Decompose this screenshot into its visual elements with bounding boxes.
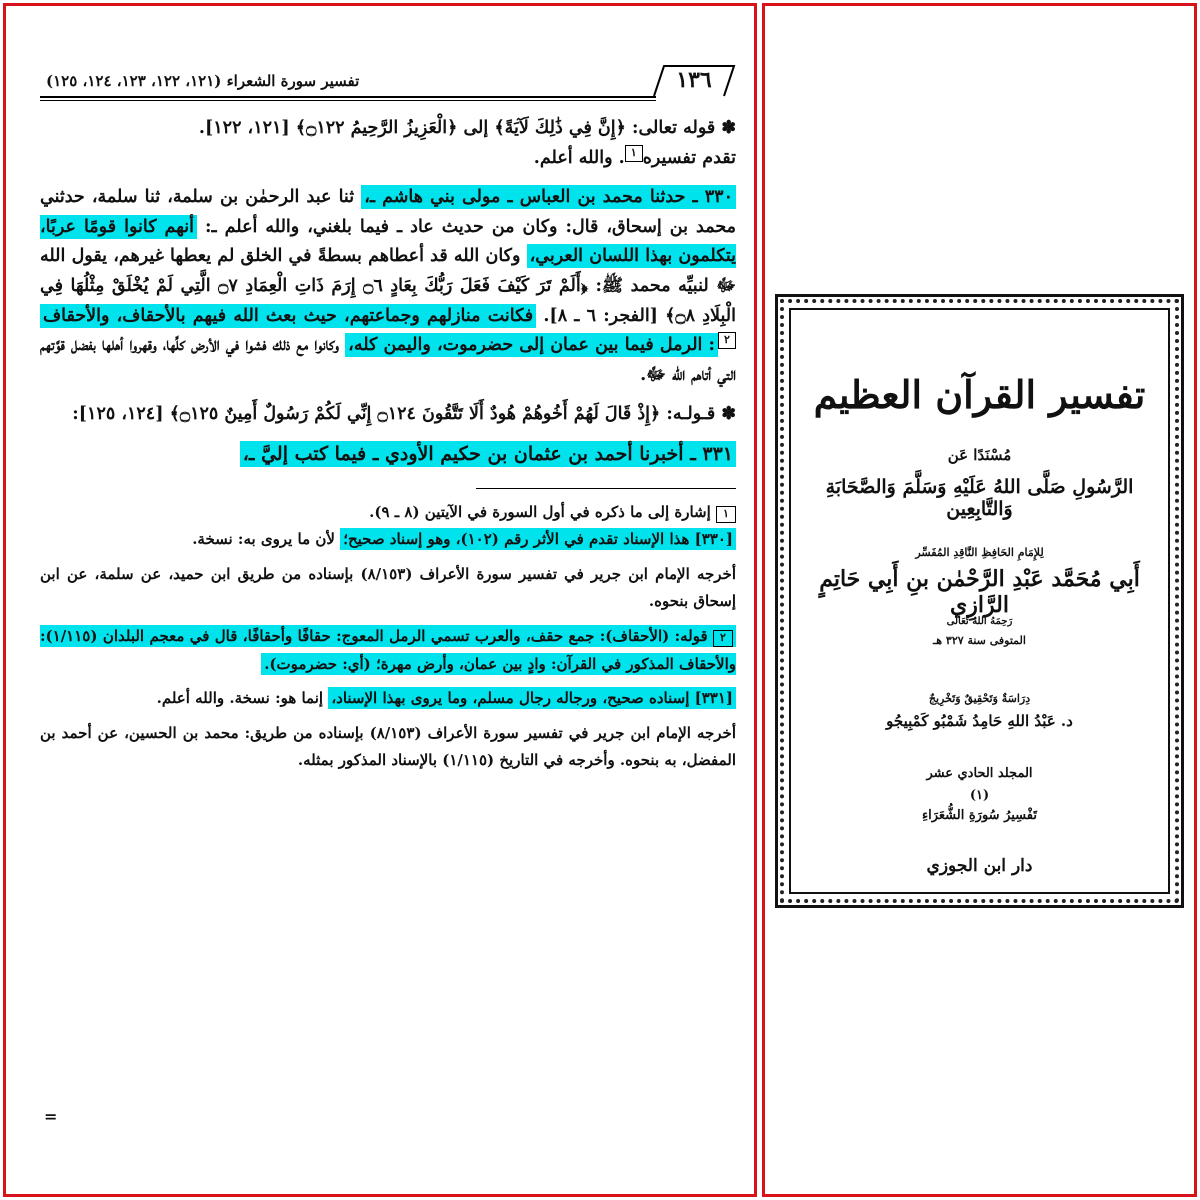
highlighted-text: أنهم كانوا قومًا عربًا، يتكلمون بهذا اللسان العربي، bbox=[40, 216, 737, 267]
cover-rahimahu: رَحِمَهُ اللهُ تَعَالَى bbox=[946, 616, 1013, 627]
quran-ayah: ﴿إِذْ قَالَ لَهُمْ أَخُوهُمْ هُودٌ أَلَا تَتَّقُونَ ۝١٢٤ إِنِّي لَكُمْ رَسُولٌ أَمِينٌ ۝١٢٥﴾ bbox=[169, 404, 661, 425]
cover-title: تفسير القرآن العظيم bbox=[813, 372, 1146, 417]
verse-intro: ✽ قوله تعالى: bbox=[625, 118, 736, 138]
highlighted-text: فكانت منازلهم وجماعتهم، حيث بعث الله فيهم بالأحقاف، والأحقاف bbox=[40, 304, 536, 328]
book-page-panel bbox=[3, 3, 757, 1197]
page-number-badge bbox=[652, 64, 736, 98]
footnote-330 bbox=[40, 526, 736, 554]
text-run: وكانوا مع ذلك فشوا في الأرض كلِّها، وقهروا أهلها بفضل قوَّتهم التي أتاهم الله ﷻ. bbox=[40, 335, 736, 385]
text-run: ثنا عبد الرحمٰن بن سلمة، ثنا سلمة، حدثني محمد بن إسحاق، قال: وكان من حديث عاد ـ فيما بلغني، والله أعلم ـ: bbox=[40, 187, 736, 237]
highlighted-text: ٣٣١ ـ أخبرنا أحمد بن عثمان بن حكيم الأودي ـ فيما كتب إليَّ ـ، bbox=[240, 441, 736, 467]
footnote-marker[interactable]: ٢ bbox=[718, 332, 736, 349]
paragraph-tafsir-note bbox=[40, 144, 736, 174]
text-run: أخرجه الإمام ابن جرير في تفسير سورة الأعراف (٨/١٥٣) بإسناده من طريق ابن حميد، عن سلمة، عن ابن إسحاق بنحوه. bbox=[40, 564, 736, 611]
paragraph-athar-331 bbox=[40, 440, 736, 470]
text-run: تقدم تفسيره bbox=[642, 147, 736, 168]
footnote-number: ١ bbox=[716, 506, 736, 523]
book-cover-panel bbox=[762, 3, 1197, 1197]
footnote-330-takhrij bbox=[40, 561, 736, 616]
text-run: إلى bbox=[457, 118, 495, 138]
header-rule bbox=[40, 96, 656, 98]
verse-reference: [١٢٤، ١٢٥]: bbox=[72, 404, 170, 425]
main-text bbox=[40, 114, 736, 470]
cover-author: أَبِي مُحَمَّد عَبْدِ الرَّحْمٰن بنِ أَبِي حَاتِمٍ الرَّازِي bbox=[819, 566, 1140, 618]
header-rule-thin bbox=[40, 100, 656, 101]
footnote-2 bbox=[40, 623, 736, 678]
quran-ayah: ﴿الْعَزِيزُ الرَّحِيمُ ۝١٢٢﴾ bbox=[295, 118, 458, 138]
text-run: إشارة إلى ما ذكره في أول السورة في الآيتين (٨ ـ ٩). bbox=[369, 502, 716, 521]
cover-publisher: دار ابن الجوزي bbox=[926, 856, 1033, 876]
book-page bbox=[40, 58, 736, 775]
highlighted-text: قوله: (الأحقاف): جمع حقف، والعرب تسمي الرمل المعوج: حقافًا وأحقافًا، قال في معجم البلدان (١/١١٥): والأحقاف المذكور في القرآن: وادٍ بين عمان، وأرض مهرة؛ (أي: حضرموت). bbox=[40, 626, 736, 673]
cover-imam-label: لِلإِمَامِ الحَافِظِ النَّاقِدِ المُفَسِّر bbox=[915, 546, 1044, 559]
text-run: . والله أعلم. bbox=[533, 147, 625, 168]
text-run: لأن ما يروى به: نسخة. bbox=[192, 530, 341, 549]
paragraph-athar-330 bbox=[40, 183, 736, 390]
page-header bbox=[40, 58, 736, 104]
text-run: أخرجه الإمام ابن جرير في تفسير سورة الأعراف (٨/١٥٣) بإسناده من طريق: محمد بن الحسين، عن أحمد بن المفضل، به بنحوه. وأخرجه في التاريخ (١/١١٥) بالإسناد المذكور بمثله. bbox=[40, 723, 736, 770]
quran-ayah: ﴿أَلَمْ تَرَ كَيْفَ فَعَلَ رَبُّكَ بِعَادٍ ۝٦ إِرَمَ ذَاتِ الْعِمَادِ ۝٧ الَّتِي لَمْ يُخْلَقْ مِثْلُهَا فِي الْبِلَادِ ۝٨﴾ bbox=[40, 275, 736, 326]
cover-musnad: مُسْنَدًا عَن bbox=[947, 446, 1012, 464]
footnote-1 bbox=[40, 499, 736, 527]
text-run: وكان الله قد أعطاهم بسطةً في الخلق لم يعطها غيرهم، يقول الله ﷻ لنبيِّه محمد ﷺ: bbox=[40, 246, 736, 296]
quran-ayah: ﴿إِنَّ فِي ذَٰلِكَ لَآيَةً﴾ bbox=[494, 118, 626, 138]
highlighted-text: [٣٣١] إسناده صحيح، ورجاله رجال مسلم، وما يروى بهذا الإسناد، bbox=[328, 687, 736, 709]
cover-volume: المجلد الحادي عشر bbox=[926, 766, 1033, 781]
cover-editor: د. عَبْدُ اللهِ حَامِدُ شَمْبُو كَمْبِيجُو bbox=[886, 712, 1073, 730]
paragraph-verse-121 bbox=[40, 114, 736, 144]
page-number: ١٣٦ bbox=[676, 67, 712, 93]
paragraph-verse-124 bbox=[40, 400, 736, 430]
text-run: إنما هو: نسخة. والله أعلم. bbox=[156, 689, 329, 708]
book-cover bbox=[775, 294, 1184, 908]
footnote-331-takhrij bbox=[40, 720, 736, 775]
verse-reference: [١٢١، ١٢٢]. bbox=[198, 118, 296, 138]
cover-volume-part: (١) bbox=[969, 788, 990, 803]
cover-surah: تَفْسِيرُ سُورَةِ الشُّعَرَاءِ bbox=[922, 808, 1037, 823]
highlighted-text: [٣٣٠] هذا الإسناد تقدم في الأثر رقم (١٠٢)، وهو إسناد صحيح؛ bbox=[340, 528, 736, 550]
footnote-marker[interactable]: ١ bbox=[625, 145, 643, 162]
highlighted-text: : الرمل فيما بين عمان إلى حضرموت، واليمن كله، bbox=[345, 333, 718, 357]
footnote-separator bbox=[476, 488, 736, 489]
highlighted-text: ٣٣٠ ـ حدثنا محمد بن العباس ـ مولى بني هاشم ـ، bbox=[361, 185, 736, 209]
cover-death-date: المتوفى سنة ٣٢٧ هـ bbox=[933, 634, 1026, 647]
cover-study-label: دِرَاسَةٌ وَتَحْقِيقٌ وَتَخْرِيجٌ bbox=[928, 692, 1031, 705]
verse-intro: ✽ قـولـه: bbox=[660, 404, 736, 425]
cover-subtitle: الرَّسُولِ صَلَّى اللهُ عَلَيْهِ وَسَلَّمَ وَالصَّحَابَةِ وَالتَّابِعِين bbox=[825, 476, 1134, 520]
footnote-number: ٢ bbox=[713, 630, 733, 647]
running-header: تفسير سورة الشعراء (١٢١، ١٢٢، ١٢٣، ١٢٤، ١٢٥) bbox=[46, 72, 360, 90]
cover-content bbox=[797, 316, 1162, 886]
verse-reference: [الفجر: ٦ ـ ٨]. bbox=[536, 305, 666, 326]
footnote-331 bbox=[40, 685, 736, 713]
footnotes bbox=[40, 499, 736, 775]
continuation-mark: = bbox=[44, 1107, 58, 1126]
